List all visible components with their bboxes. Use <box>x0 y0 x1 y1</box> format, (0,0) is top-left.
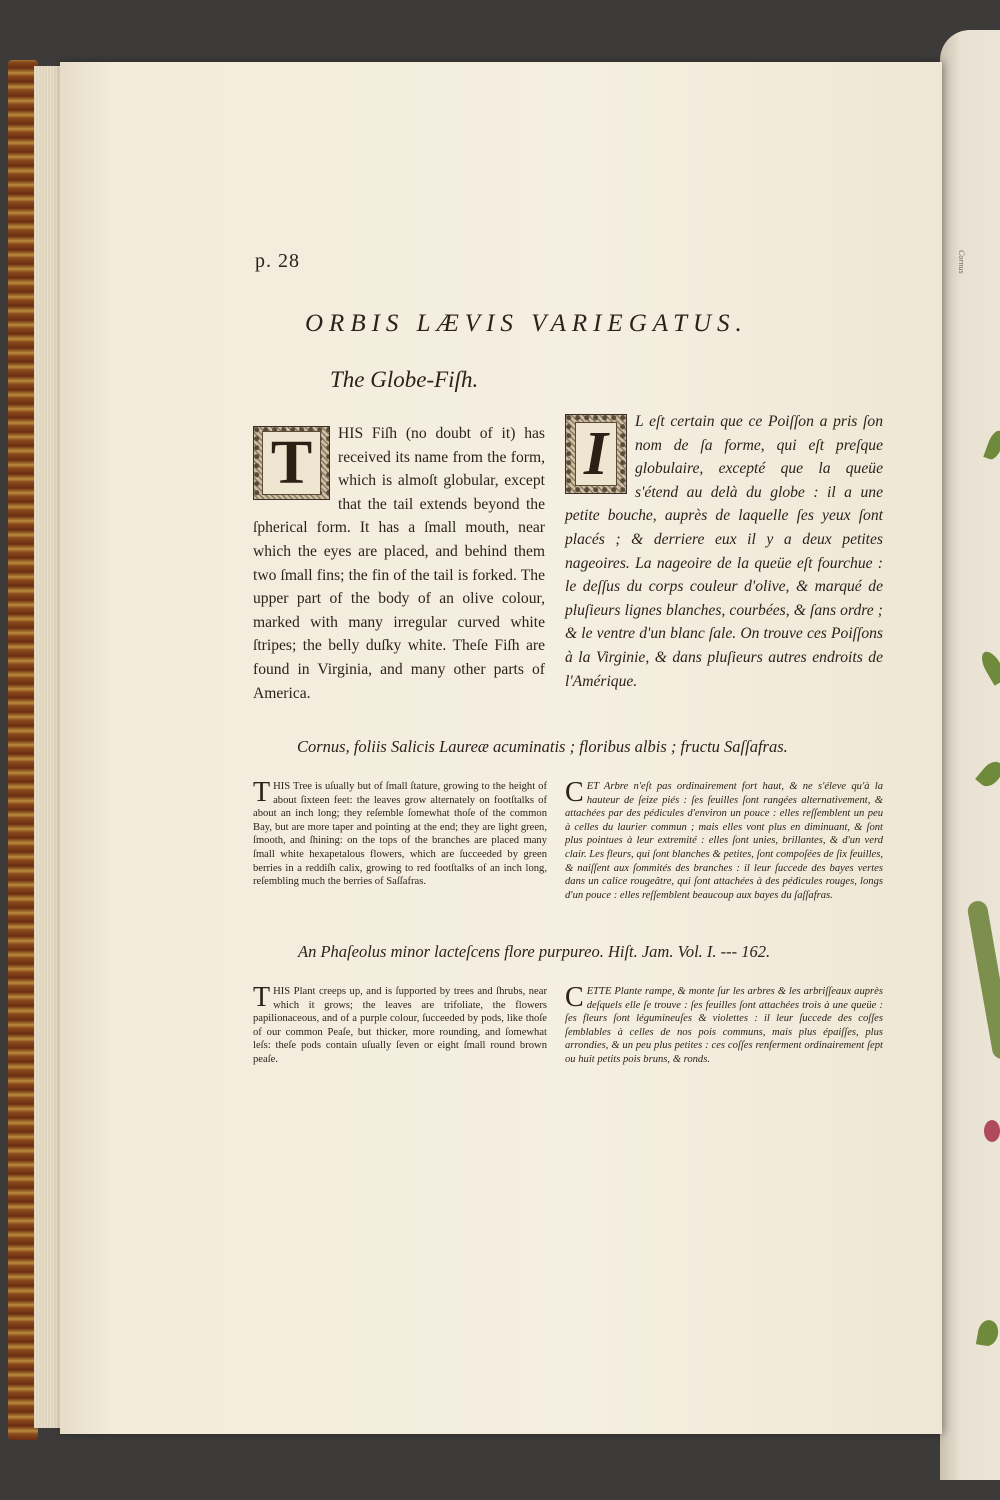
globe-fish-french-body: L eſt certain que ce Poiſſon a pris ſon nom de ſa forme, qui eſt preſque globulaire, excepté que la queüe s'étend au delà du globe : il a une petite bouche, auprès de laquelle ſes yeux ſont placés ; & derriere eux il y a deux petites nageoires. La nageoire de la queüe eſt fourchue : le deſſus du corps couleur d'olive, & marqué de pluſieurs lignes blanches, courbées, & ſans ordre ; & le ventre d'un blanc ſale. On trouve ces Poiſſons à la Virginie, & dans pluſieurs autres endroits de l'Amérique. <box>565 413 883 690</box>
section-subtitle: The Globe-Fiſh. <box>330 367 479 392</box>
phaseolus-english-body: HIS Plant creeps up, and is ſupported by trees and ſhrubs, near which it grows; the leaves are trifoliate, the flowers papilionaceous, and of a purple colour, ſucceeded by pods, like thoſe of our common Peaſe, but thicker, more rounding, and ſomewhat leſs: theſe pods contain uſually ſeven or eight ſmall round brown peaſe. <box>253 986 547 1065</box>
phaseolus-french-text <box>565 982 883 1067</box>
phaseolus-english-text <box>253 982 547 1067</box>
cornus-heading: Cornus, foliis Salicis Laureæ acuminatis ; floribus albis ; fructu Saſſafras. <box>297 737 788 756</box>
globe-fish-french-text <box>565 410 883 693</box>
cornus-french-text <box>565 777 883 902</box>
facing-plate <box>940 30 1000 1480</box>
drop-cap: C <box>565 982 584 1013</box>
plate-flower-illustration <box>984 1120 1000 1142</box>
page-title: ORBIS LÆVIS VARIEGATUS. <box>305 310 748 337</box>
cornus-french-body: ET Arbre n'eſt pas ordinairement fort haut, & ne s'éleve qu'à la hauteur de ſeize piés : ſes feuilles ſont rangées alternativement, & attachées par des pédicules d'environ un pouce : elles reſſemblent un peu à celles du laurier commun ; mais elles vont plus en diminuant, & ſont plus pointues à leur extremité : elles ſont unies, brillantes, & d'un verd clair. Les fleurs, qui ſont blanches & petites, ſont compoſées de ſix feuilles, & naiſſent aux ſommités des branches : il leur ſuccede des bayes vertes dans un calice rougeâtre, qui ſont attachées à des pédicules rouges, longs d'un pouce : elles reſſemblent beaucoup aux bayes du ſaſſafras. <box>565 781 883 901</box>
globe-fish-english-text <box>253 422 545 705</box>
decorated-initial: T <box>253 426 330 500</box>
drop-cap: T <box>253 982 271 1013</box>
cornus-english-body: HIS Tree is uſually but of ſmall ſtature, growing to the height of about ſixteen feet: the leaves grow alternately on footſtalks of about an inch long; they reſemble ſomewhat thoſe of the common Bay, but are more taper and pointing at the end; they are light green, ſmooth, and ſhining: on the tops of the branches are placed many ſmall white hexapetalous flowers, which are ſucceeded by green berries in a reddiſh calix, growing to red footſtalks of an inch long, reſembling much the berries of Saſſafras. <box>253 781 547 888</box>
phaseolus-french-body: ETTE Plante rampe, & monte ſur les arbres & les arbriſſeaux auprès deſquels elle ſe trouve : ſes feuilles ſont attachées trois à une queüe : ſes fleurs ſont légumineuſes & violettes : il leur ſuccede des coſſes ſemblables à celles de nos pois communs, mais plus épaiſſes, plus arrondies, & un peu plus petites : ces coſſes renferment ordinairement ſept ou huit petits pois bruns, & ronds. <box>565 986 883 1065</box>
decorated-initial: I <box>565 414 627 494</box>
drop-cap: C <box>565 777 584 808</box>
cornus-english-text <box>253 777 547 889</box>
globe-fish-english-body: HIS Fiſh (no doubt of it) has received its name from the form, which is almoſt globular, except that the tail extends beyond the ſpherical form. It has a ſmall mouth, near which the eyes are placed, and behind them two ſmall fins; the fin of the tail is forked. The upper part of the body of an olive colour, marked with many irregular curved white ſtripes; the belly duſky white. Theſe Fiſh are found in Virginia, and many other parts of America. <box>253 425 545 702</box>
page-number: p. 28 <box>255 250 300 272</box>
plate-caption: Cornus <box>957 250 966 274</box>
drop-cap: T <box>253 777 271 808</box>
phaseolus-heading: An Phaſeolus minor lacteſcens flore purpureo. Hiſt. Jam. Vol. I. --- 162. <box>298 942 771 961</box>
